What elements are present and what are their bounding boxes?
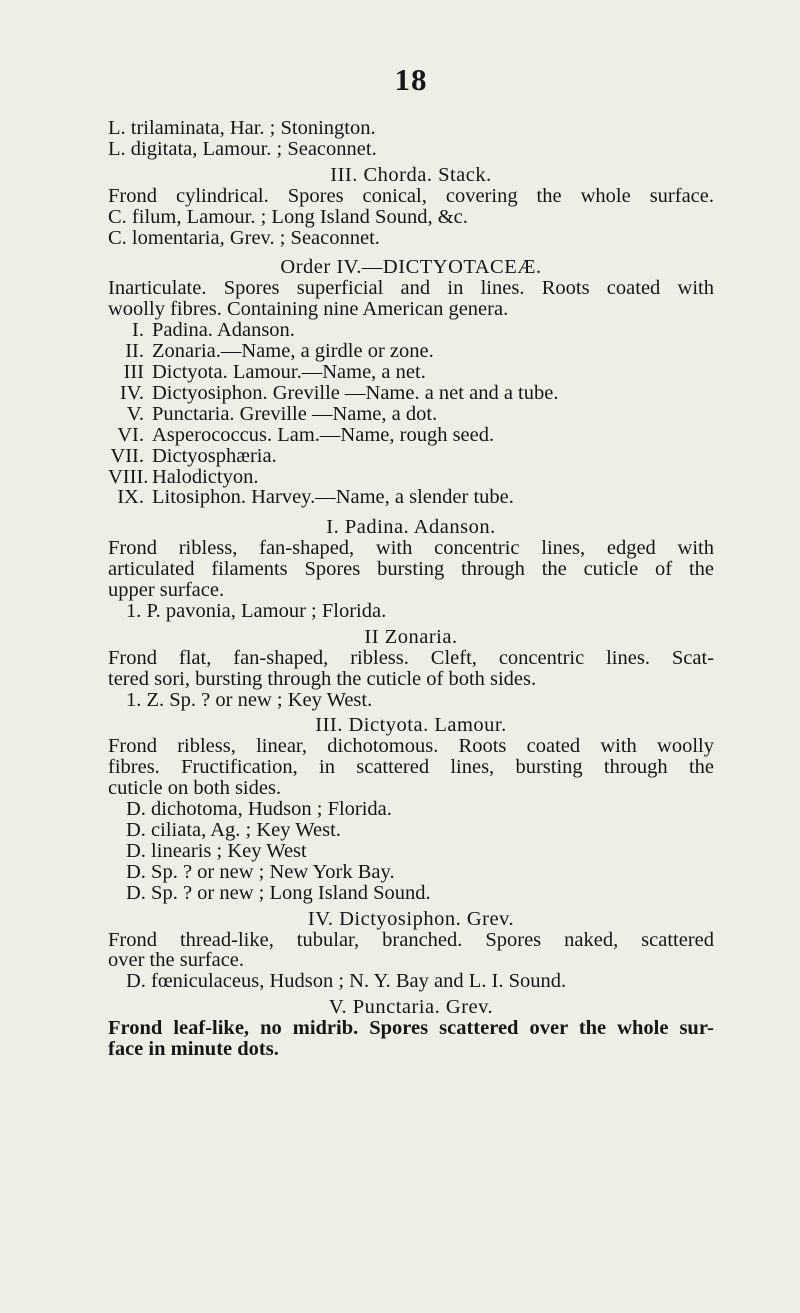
genus-number: IX. [117, 486, 144, 509]
species-entry: L. trilaminata, Har. ; Stonington. [108, 117, 376, 139]
genus-list-item [108, 341, 714, 362]
species-entry: D. linearis ; Key West [126, 839, 307, 862]
description-line: Frond flat, fan-shaped, ribless. Cleft, concentric lines. Scat- [108, 646, 714, 669]
genus-list-item [108, 404, 714, 425]
genus-number: III [123, 360, 144, 383]
genus-text: Zonaria.—Name, a girdle or zone. [152, 340, 434, 363]
genus-number: VII. [110, 444, 144, 467]
genus-text: Dictyosiphon. Greville —Name. a net and a tube. [152, 381, 559, 404]
description-line: Frond ribless, fan-shaped, with concentric lines, edged with [108, 537, 714, 560]
genus-text: Litosiphon. Harvey.—Name, a slender tube. [152, 486, 514, 509]
genus-text: Halodictyon. [152, 465, 259, 488]
genus-number: II. [125, 340, 144, 363]
description-line: fibres. Fructification, in scattered lines, bursting through the [108, 756, 714, 779]
description-line: over the surface. [108, 949, 245, 972]
species-entry: 1. Z. Sp. ? or new ; Key West. [126, 688, 373, 711]
genus-number: VIII. [108, 465, 149, 488]
genus-list-item [108, 362, 714, 383]
genus-number: VI. [117, 423, 144, 446]
species-entry: D. Sp. ? or new ; Long Island Sound. [126, 881, 431, 904]
description-line: cuticle on both sides. [108, 777, 282, 800]
description-line: tered sori, bursting through the cuticle of both sides. [108, 667, 537, 690]
genus-text: Punctaria. Greville —Name, a dot. [152, 402, 438, 425]
genus-text: Dictyosphæria. [152, 444, 277, 467]
genus-list-item [108, 446, 714, 467]
genus-text: Padina. Adanson. [152, 319, 295, 342]
species-entry: C. lomentaria, Grev. ; Seaconnet. [108, 226, 380, 249]
species-entry: C. filum, Lamour. ; Long Island Sound, &c. [108, 205, 468, 228]
species-entry: D. Sp. ? or new ; New York Bay. [126, 860, 395, 883]
genus-heading: V. Punctaria. Grev. [328, 996, 494, 1019]
description-line: articulated filaments Spores bursting through the cuticle of the [108, 558, 714, 581]
genus-heading: III. Dictyota. Lamour. [315, 714, 507, 737]
description-line: Frond ribless, linear, dichotomous. Roots coated with woolly [108, 735, 714, 758]
genus-list-item [108, 320, 714, 341]
description-line: upper surface. [108, 579, 225, 602]
genus-text: Asperococcus. Lam.—Name, rough seed. [152, 423, 495, 446]
genus-heading: III. Chorda. Stack. [330, 163, 492, 186]
description-line: Frond cylindrical. Spores conical, covering the whole surface. [108, 184, 714, 207]
genus-heading: IV. Dictyosiphon. Grev. [307, 907, 515, 930]
description-line: Frond thread-like, tubular, branched. Spores naked, scattered [108, 928, 714, 951]
description-line: Frond leaf-like, no midrib. Spores scattered over the whole sur- [108, 1017, 714, 1040]
genus-number: I. [132, 319, 144, 342]
species-entry: L. digitata, Lamour. ; Seaconnet. [108, 137, 377, 160]
description-line: face in minute dots. [108, 1038, 279, 1061]
species-entry: D. dichotoma, Hudson ; Florida. [126, 798, 392, 821]
page-number: 18 [394, 62, 428, 97]
species-entry: D. fœniculaceus, Hudson ; N. Y. Bay and L. I. Sound. [126, 970, 567, 993]
description-line: woolly fibres. Containing nine American genera. [108, 298, 509, 321]
description-line: Inarticulate. Spores superficial and in lines. Roots coated with [108, 277, 714, 300]
species-entry: D. ciliata, Ag. ; Key West. [126, 819, 341, 841]
genus-list-item [108, 467, 714, 488]
genus-text: Dictyota. Lamour.—Name, a net. [152, 360, 426, 383]
genus-number: IV. [119, 381, 144, 404]
order-heading: Order IV.—DICTYOTACEÆ. [280, 256, 542, 279]
genus-list-item [108, 383, 714, 404]
genus-heading: II Zonaria. [364, 625, 458, 648]
species-entry: 1. P. pavonia, Lamour ; Florida. [126, 599, 387, 622]
genus-number: V. [126, 402, 144, 425]
genus-heading: I. Padina. Adanson. [326, 516, 496, 539]
genus-list-item [108, 487, 714, 508]
genus-list-item [108, 425, 714, 446]
